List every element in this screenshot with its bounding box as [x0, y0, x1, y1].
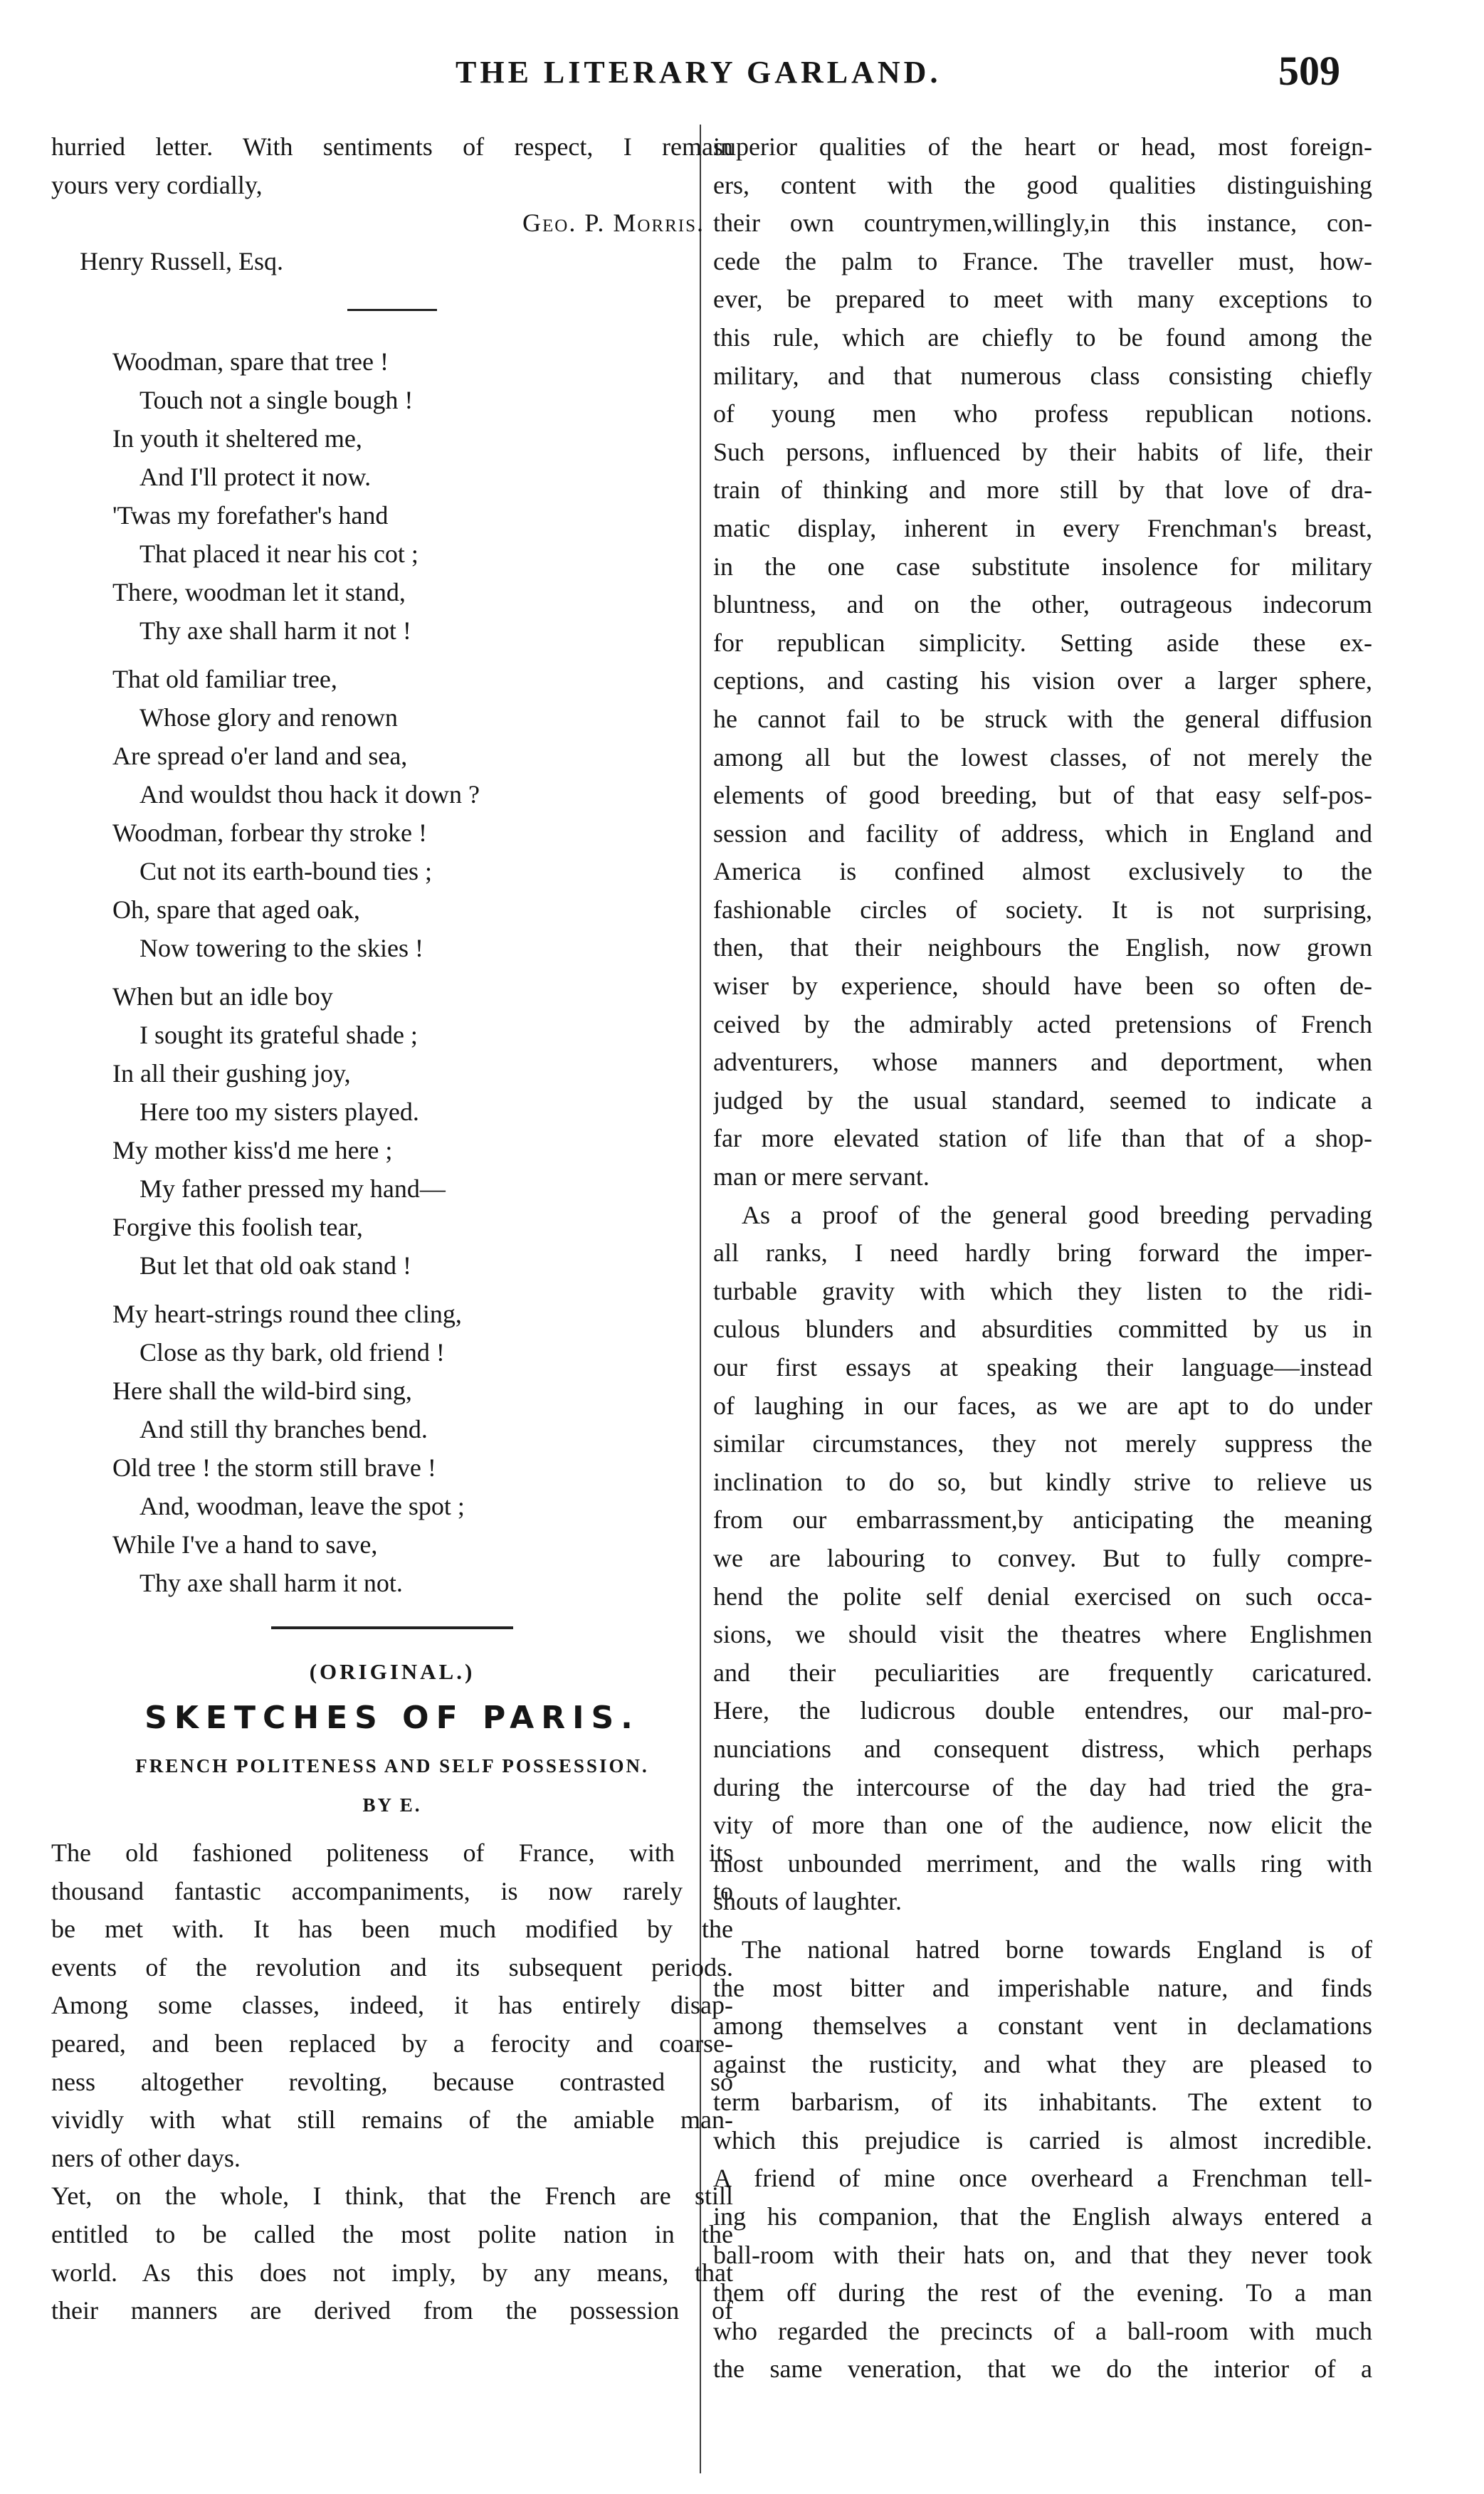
poem-line: While I've a hand to save, [112, 1530, 378, 1559]
text-line: ceptions, and casting his vision over a larger sphere, [713, 666, 1372, 695]
text-line: during the intercourse of the day had tried the gra- [713, 1772, 1372, 1801]
section-title: SKETCHES OF PARIS. [144, 1700, 640, 1737]
text-line: be met with. It has been much modified by the [51, 1915, 733, 1944]
text-line: then, that their neighbours the English, now grown [713, 933, 1372, 962]
text-line: ball-room with their hats on, and that they never took [713, 2240, 1372, 2269]
text-line: Yet, on the whole, I think, that the French are still [51, 2182, 733, 2211]
article-body-left [51, 1834, 733, 2330]
text-line: entitled to be called the most polite nation in the [51, 2219, 733, 2248]
text-line: world. As this does not imply, by any means, that [51, 2258, 733, 2287]
poem-line: Cut not its earth-bound ties ; [140, 857, 432, 886]
text-line: elements of good breeding, but of that easy self-pos- [713, 781, 1372, 810]
poem-line: My mother kiss'd me here ; [112, 1136, 393, 1165]
poem-line: When but an idle boy [112, 982, 333, 1011]
text-line: shouts of laughter. [713, 1887, 902, 1916]
text-line: of laughing in our faces, as we are apt to do under [713, 1391, 1372, 1420]
text-line: America is confined almost exclusively to the [713, 857, 1372, 886]
text-line: events of the revolution and its subsequent periods. [51, 1952, 733, 1982]
text-line: fashionable circles of society. It is not surprising, [713, 895, 1372, 924]
text-line: train of thinking and more still by that love of dra- [713, 475, 1372, 505]
poem-line: Are spread o'er land and sea, [112, 742, 408, 771]
text-line: from our embarrassment,by anticipating the meaning [713, 1505, 1372, 1535]
text-line: The national hatred borne towards England is of [742, 1935, 1372, 1964]
text-line: our first essays at speaking their language—instead [713, 1353, 1372, 1382]
text-line: nunciations and consequent distress, which perhaps [713, 1734, 1372, 1763]
poem-line: And, woodman, leave the spot ; [140, 1492, 465, 1521]
right-column [713, 128, 1372, 2389]
text-line: ing his companion, that the English always entered a [713, 2202, 1372, 2231]
text-line: military, and that numerous class consisting chiefly [713, 361, 1372, 390]
poem-line: Woodman, spare that tree ! [112, 347, 389, 377]
text-line: bluntness, and on the other, outrageous indecorum [713, 590, 1372, 619]
poem-line: My heart-strings round thee cling, [112, 1300, 462, 1329]
poem-line: That placed it near his cot ; [140, 540, 419, 569]
poem-line: In all their gushing joy, [112, 1059, 351, 1088]
poem-line: Here shall the wild-bird sing, [112, 1377, 412, 1406]
text-line: The old fashioned politeness of France, with its [51, 1838, 733, 1867]
poem [51, 342, 733, 1602]
text-line: their manners are derived from the possession of [51, 2296, 733, 2325]
text-line: turbable gravity with which they listen to the ridi- [713, 1276, 1372, 1305]
text-line: in the one case substitute insolence for military [713, 552, 1372, 581]
text-line: Among some classes, indeed, it has entirely disap- [51, 1991, 733, 2020]
long-rule [271, 1626, 513, 1629]
poem-stanza [112, 1295, 733, 1602]
text-line: sions, we should visit the theatres where Englishmen [713, 1620, 1372, 1649]
text-line: them off during the rest of the evening. To a man [713, 2278, 1372, 2308]
poem-line: Touch not a single bough ! [140, 386, 414, 415]
poem-line: Oh, spare that aged oak, [112, 895, 360, 925]
poem-stanza [112, 660, 733, 967]
text-line: this rule, which are chiefly to be found among the [713, 322, 1372, 352]
short-rule [347, 309, 437, 311]
poem-line: Close as thy bark, old friend ! [140, 1338, 445, 1367]
text-line: Here, the ludicrous double entendres, our mal-pro- [713, 1696, 1372, 1725]
text-line: vity of more than one of the audience, now elicit the [713, 1811, 1372, 1840]
poem-line: 'Twas my forefather's hand [112, 501, 389, 530]
text-line: wiser by experience, should have been so often de- [713, 972, 1372, 1001]
text-line: ness altogether revolting, because contrasted so [51, 2067, 733, 2096]
page-number: 509 [1278, 48, 1340, 94]
text-line: As a proof of the general good breeding pervading [742, 1200, 1372, 1229]
text-line: ever, be prepared to meet with many exceptions to [713, 285, 1372, 314]
text-line: vividly with what still remains of the amiable man- [51, 2105, 733, 2135]
text-line: among themselves a constant vent in declamations [713, 2011, 1372, 2041]
text-line: Such persons, influenced by their habits of life, their [713, 437, 1372, 466]
poem-line: In youth it sheltered me, [112, 424, 362, 453]
text-line: man or mere servant. [713, 1162, 930, 1191]
text-line: cede the palm to France. The traveller must, how- [713, 246, 1372, 275]
poem-line: Whose glory and renown [140, 703, 398, 732]
addressee: Henry Russell, Esq. [80, 246, 283, 275]
text-line: similar circumstances, they not merely suppress the [713, 1429, 1372, 1458]
text-line: ners of other days. [51, 2143, 241, 2172]
signature: Geo. P. Morris. [522, 209, 705, 238]
letter-line: hurried letter. With sentiments of respect, I remain [51, 132, 733, 161]
text-line: of young men who profess republican notions. [713, 399, 1372, 428]
running-title: THE LITERARY GARLAND. [456, 55, 942, 90]
text-line: we are labouring to convey. But to fully compre- [713, 1543, 1372, 1572]
text-line: which this prejudice is carried is almost incredible. [713, 2125, 1372, 2154]
text-line: peared, and been replaced by a ferocity and coarse- [51, 2029, 733, 2058]
article-subtitle: FRENCH POLITENESS AND SELF POSSESSION. [135, 1754, 649, 1777]
text-line: he cannot fail to be struck with the general diffusion [713, 704, 1372, 733]
poem-line: Here too my sisters played. [140, 1098, 419, 1127]
poem-line: Forgive this foolish tear, [112, 1213, 363, 1242]
poem-line: Now towering to the skies ! [140, 934, 423, 963]
poem-line: Thy axe shall harm it not ! [140, 616, 411, 646]
paragraph-gap [713, 1921, 1372, 1931]
text-line: matic display, inherent in every Frenchman's breast, [713, 513, 1372, 542]
poem-line: My father pressed my hand— [140, 1174, 446, 1204]
letter-closing [51, 128, 733, 204]
text-line: superior qualities of the heart or head, most foreign- [713, 132, 1372, 161]
text-line: their own countrymen,willingly,in this instance, con- [713, 209, 1372, 238]
text-line: term barbarism, of its inhabitants. The extent to [713, 2088, 1372, 2117]
signature-row [51, 204, 733, 243]
article-byline: BY E. [362, 1794, 422, 1816]
text-line: for republican simplicity. Setting aside these ex- [713, 628, 1372, 657]
text-line: judged by the usual standard, seemed to indicate a [713, 1085, 1372, 1115]
text-line: the most bitter and imperishable nature, and finds [713, 1973, 1372, 2002]
poem-line: That old familiar tree, [112, 665, 337, 694]
poem-line: Old tree ! the storm still brave ! [112, 1453, 436, 1483]
poem-line: And still thy branches bend. [140, 1415, 428, 1444]
poem-line: And wouldst thou hack it down ? [140, 780, 480, 809]
text-line: the same veneration, that we do the interior of a [713, 2354, 1372, 2384]
poem-stanza [112, 977, 733, 1285]
text-line: among all but the lowest classes, of not merely the [713, 742, 1372, 772]
text-line: hend the polite self denial exercised on such occa- [713, 1582, 1372, 1611]
text-line: A friend of mine once overheard a Frenchman tell- [713, 2164, 1372, 2193]
text-line: culous blunders and absurdities committed by us in [713, 1315, 1372, 1344]
text-line: ceived by the admirably acted pretensions of French [713, 1009, 1372, 1038]
poem-line: And I'll protect it now. [140, 463, 372, 492]
original-label: (ORIGINAL.) [309, 1659, 475, 1685]
text-line: adventurers, whose manners and deportment, when [713, 1048, 1372, 1077]
text-line: thousand fantastic accompaniments, is now rarely to [51, 1876, 733, 1905]
text-line: all ranks, I need hardly bring forward the imper- [713, 1238, 1372, 1268]
text-line: session and facility of address, which in England and [713, 819, 1372, 848]
left-column [51, 128, 733, 2330]
running-header [0, 47, 1484, 104]
text-line: and their peculiarities are frequently caricatured. [713, 1658, 1372, 1687]
poem-line: Woodman, forbear thy stroke ! [112, 819, 427, 848]
poem-stanza [112, 342, 733, 650]
letter-line: yours very cordially, [51, 170, 263, 199]
poem-line: But let that old oak stand ! [140, 1251, 411, 1280]
poem-line: There, woodman let it stand, [112, 578, 406, 607]
poem-line: I sought its grateful shade ; [140, 1021, 418, 1050]
text-line: inclination to do so, but kindly strive to relieve us [713, 1467, 1372, 1496]
text-line: most unbounded merriment, and the walls ring with [713, 1848, 1372, 1878]
text-line: against the rusticity, and what they are pleased to [713, 2049, 1372, 2078]
text-line: ers, content with the good qualities distinguishing [713, 170, 1372, 199]
poem-line: Thy axe shall harm it not. [140, 1569, 403, 1598]
text-line: who regarded the precincts of a ball-room with much [713, 2316, 1372, 2345]
text-line: far more elevated station of life than that of a shop- [713, 1124, 1372, 1153]
